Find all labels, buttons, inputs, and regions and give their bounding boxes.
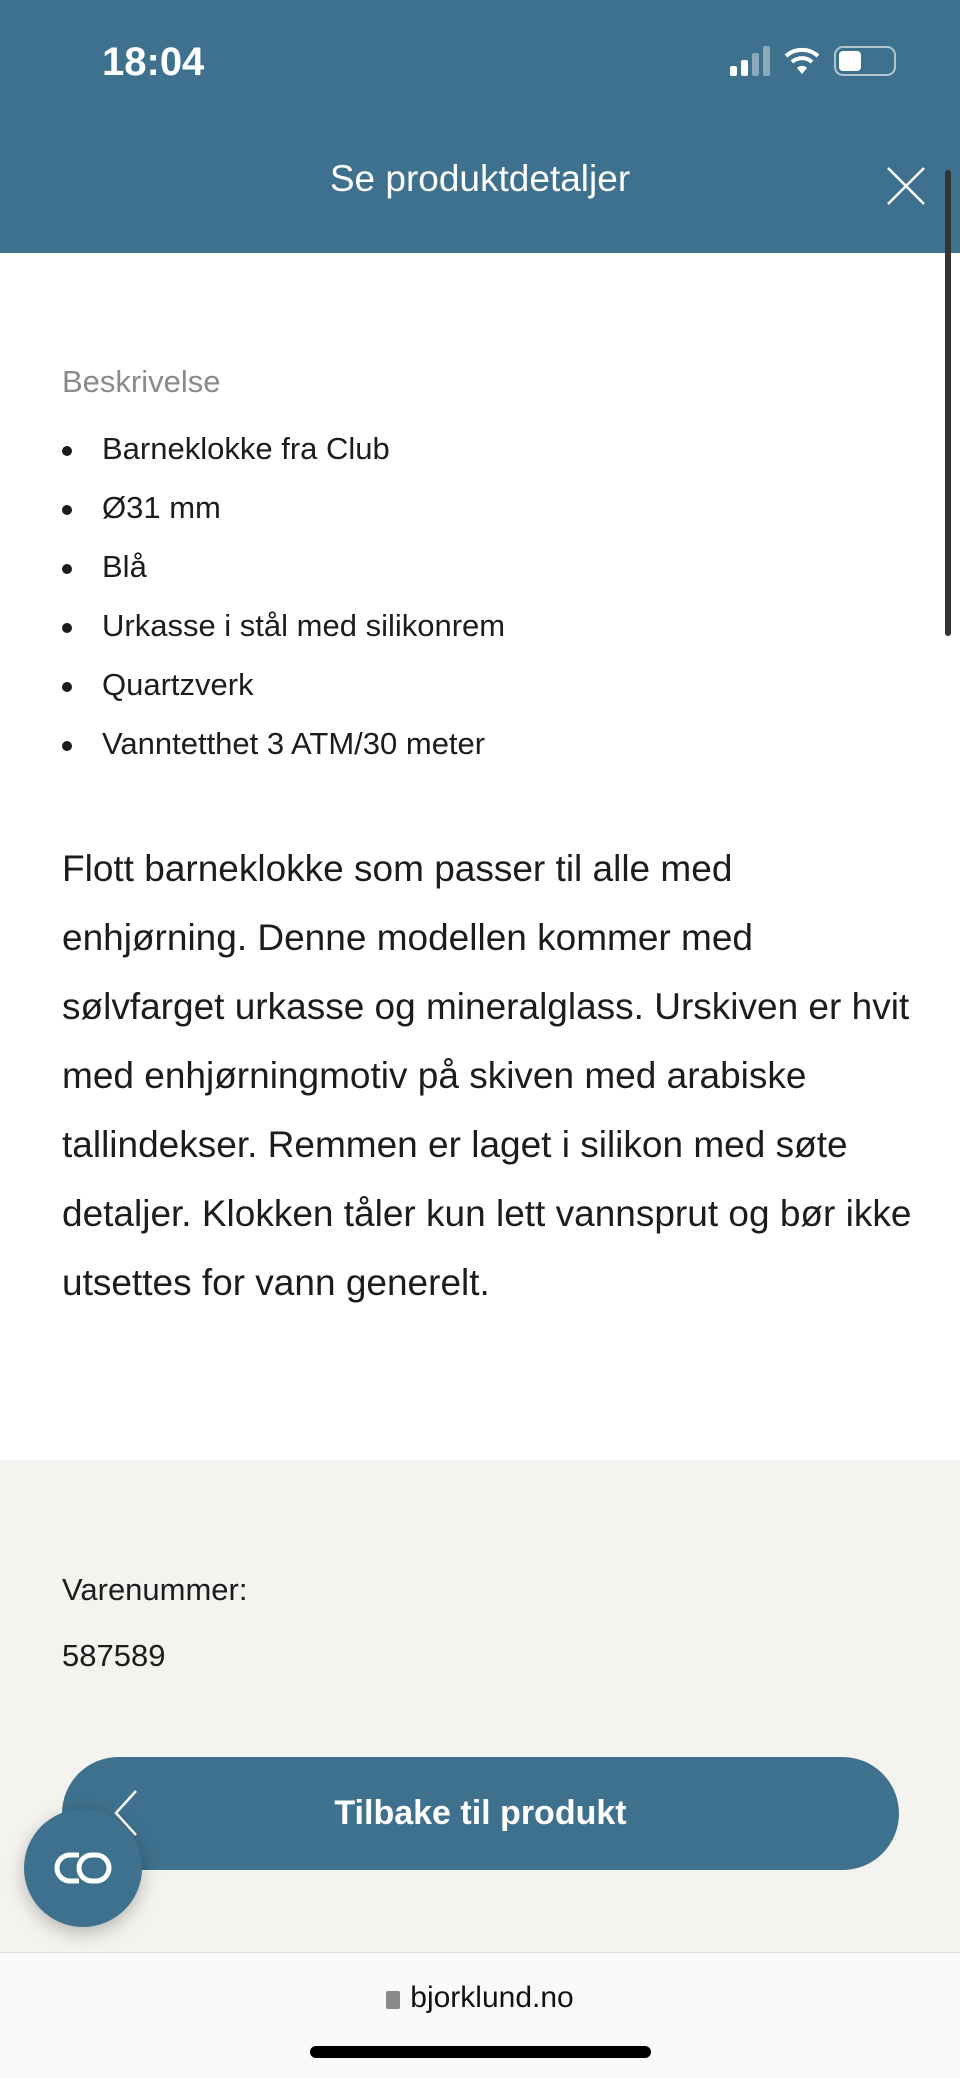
chat-logo-icon — [53, 1851, 113, 1885]
battery-icon — [834, 46, 896, 76]
back-to-product-label: Tilbake til produkt — [334, 1794, 627, 1832]
home-indicator — [310, 2046, 651, 2058]
url-text: bjorklund.no — [410, 1981, 574, 2014]
modal-header — [0, 0, 960, 253]
close-icon[interactable] — [886, 166, 926, 206]
chat-button[interactable] — [24, 1809, 142, 1927]
list-item: Urkasse i stål med silikonrem — [62, 605, 505, 664]
browser-bar — [0, 1952, 960, 2078]
sku-label: Varenummer: — [62, 1572, 248, 1607]
product-footer — [0, 1460, 960, 1952]
wifi-icon — [784, 46, 820, 76]
sku-value: 587589 — [62, 1638, 166, 1673]
back-to-product-button[interactable] — [62, 1757, 899, 1870]
page-title: Se produktdetaljer — [329, 158, 631, 199]
description-paragraph: Flott barneklokke som passer til alle med enhjørning. Denne modellen kommer med sølvfarget urkasse og mineralglass. Urskiven er hvit med enhjørningmotiv på skiven med arabiske tallindekser. Remmen er laget i silikon med søte detaljer. Klokken tåler kun lett vannsprut og bør ikke utsettes for vann generelt. — [62, 848, 912, 1303]
list-item: Barneklokke fra Club — [62, 428, 505, 487]
description-label: Beskrivelse — [62, 364, 221, 399]
list-item: Quartzverk — [62, 664, 505, 723]
description-bullets — [62, 428, 505, 782]
list-item: Vanntetthet 3 ATM/30 meter — [62, 723, 505, 782]
url-bar[interactable] — [0, 1981, 960, 2015]
signal-icon — [730, 46, 770, 76]
list-item: Ø31 mm — [62, 487, 505, 546]
status-time: 18:04 — [102, 40, 205, 84]
scrollbar[interactable] — [945, 170, 951, 636]
lock-icon — [386, 1991, 400, 2009]
list-item: Blå — [62, 546, 505, 605]
status-icons — [730, 46, 896, 76]
